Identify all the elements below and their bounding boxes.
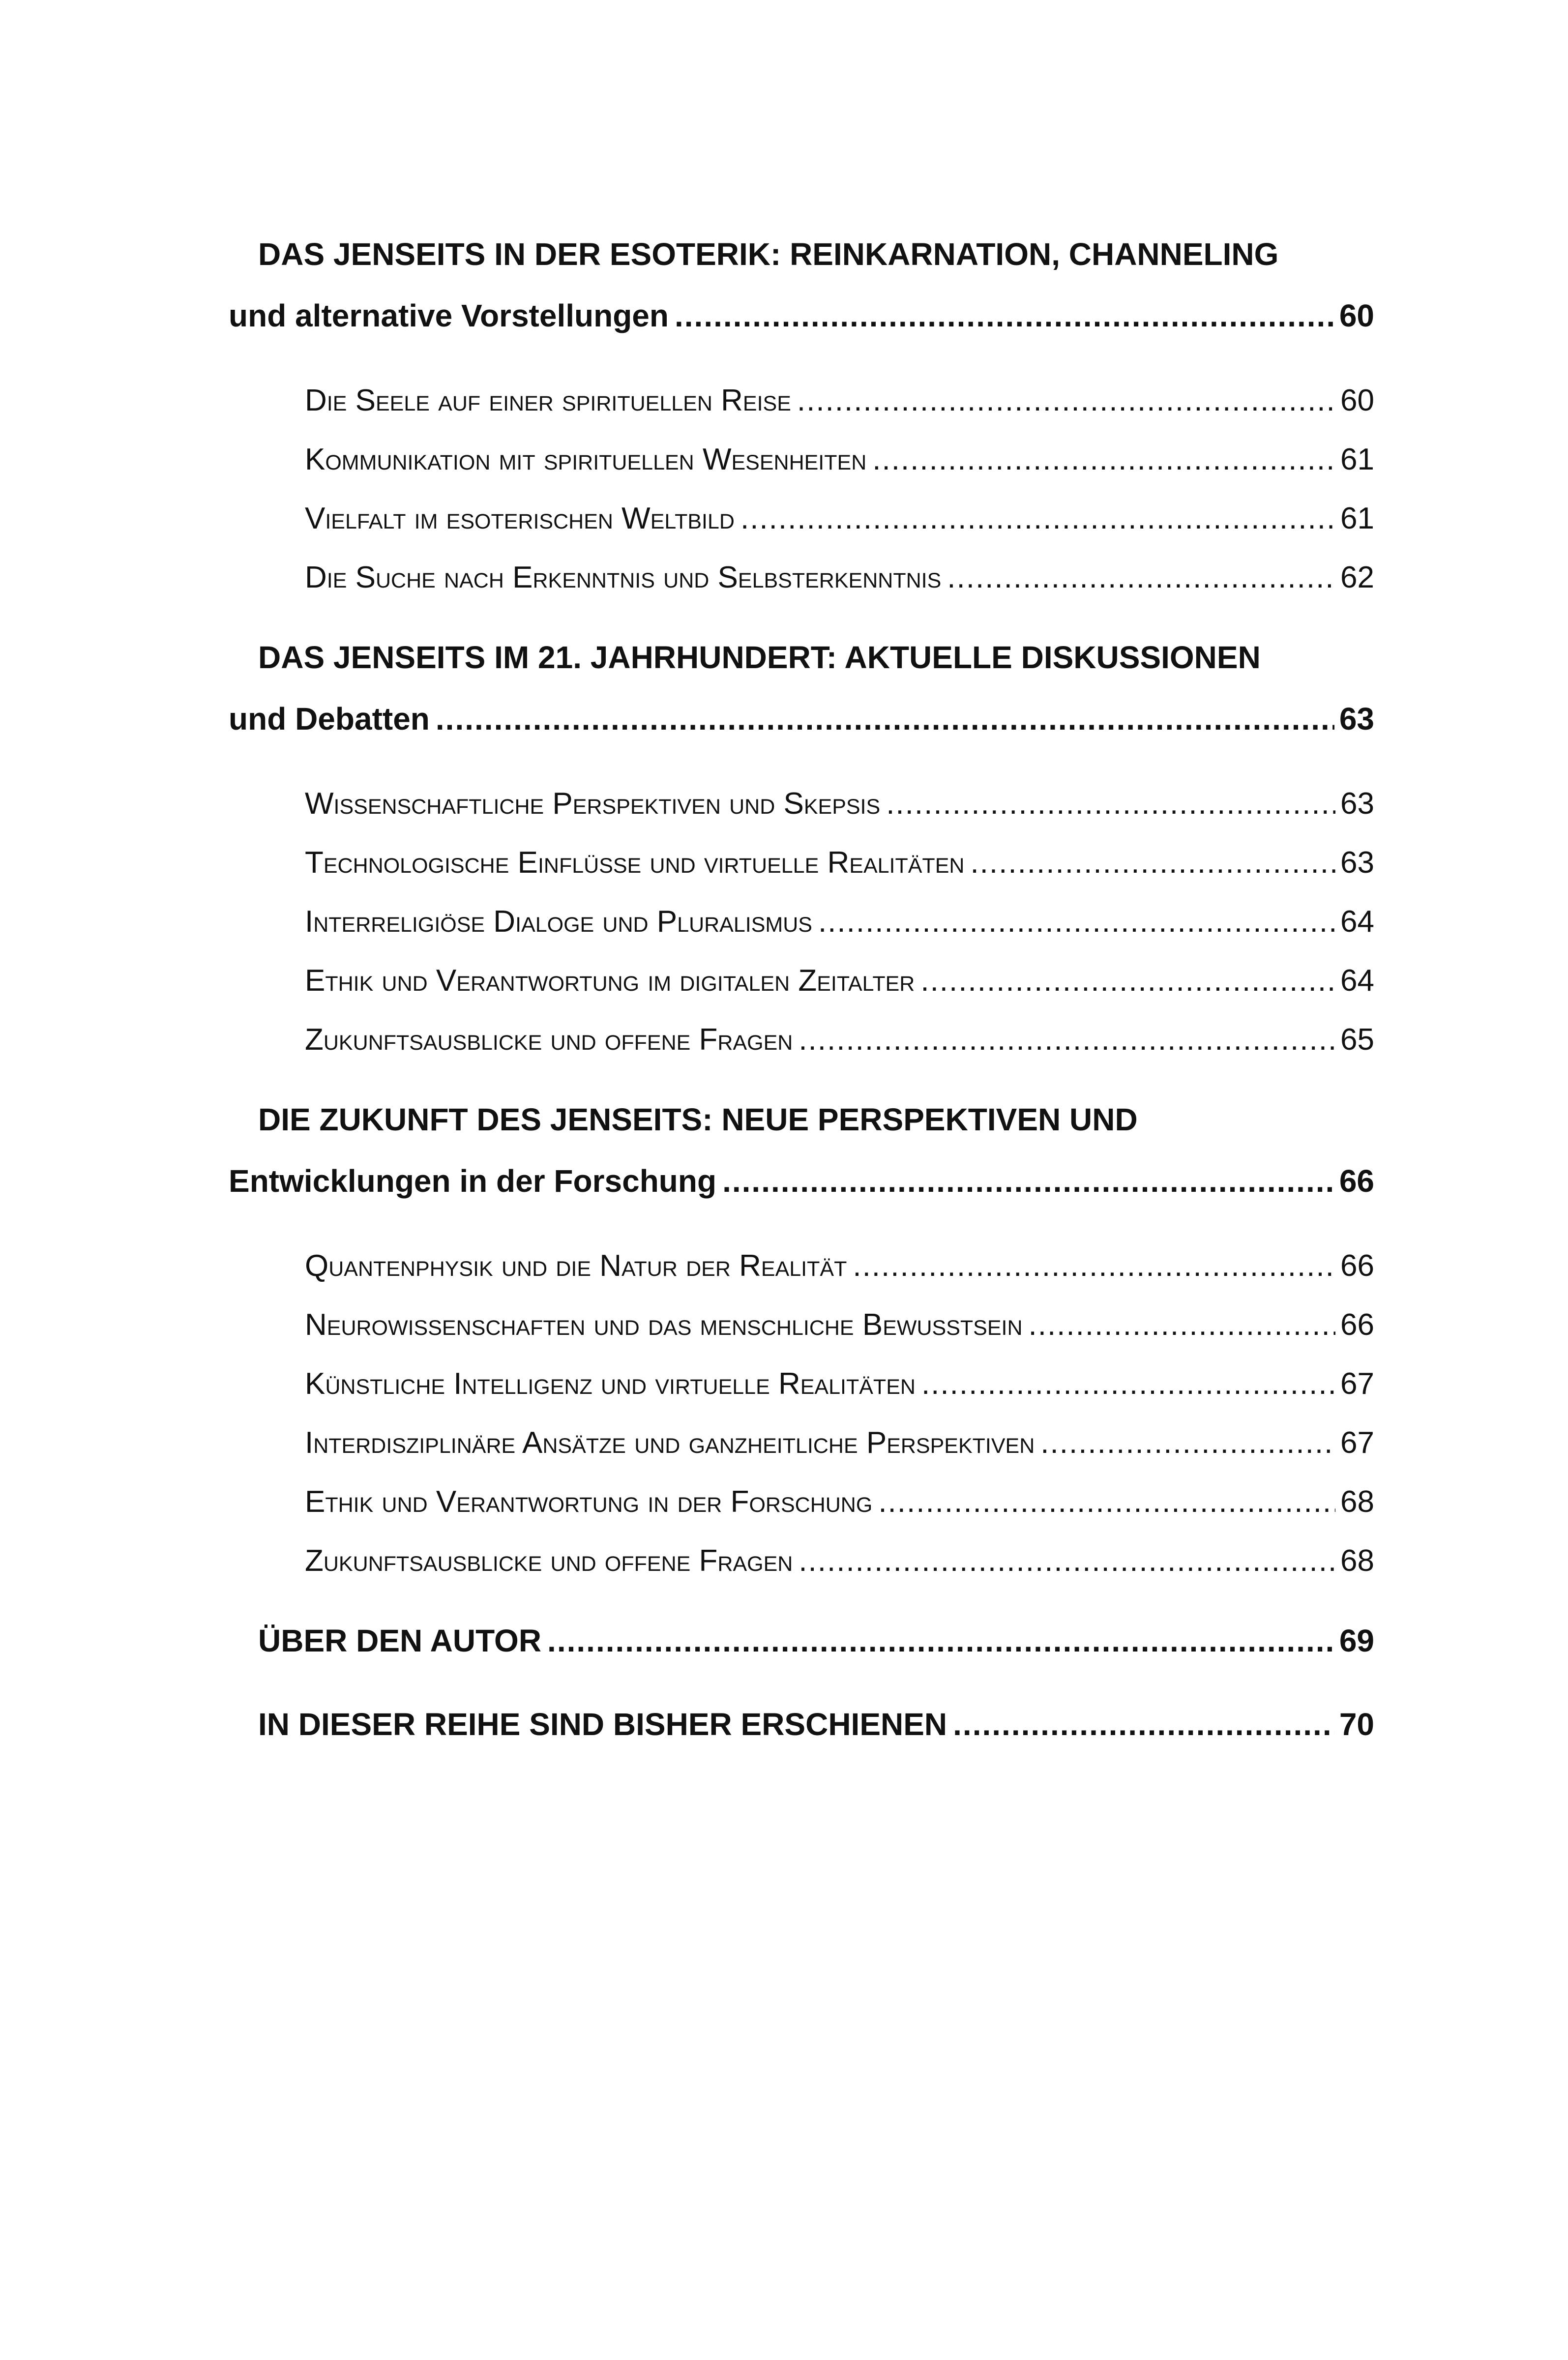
toc-section-entry[interactable]	[229, 489, 1374, 548]
toc-section-entry[interactable]	[229, 430, 1374, 489]
page-number: 69	[1339, 1623, 1374, 1658]
section-title: Technologische Einflüsse und virtuelle Realitäten	[305, 846, 965, 880]
toc-single-entry[interactable]	[229, 1610, 1374, 1672]
toc-chapter	[229, 224, 1374, 627]
dot-leader	[722, 1150, 1334, 1212]
toc-section-entry[interactable]	[229, 951, 1374, 1010]
dot-leader	[947, 548, 1335, 607]
section-title: Vielfalt im esoterischen Weltbild	[305, 502, 735, 535]
section-list	[229, 1212, 1374, 1610]
chapter-title-line: Entwicklungen in der Forschung	[229, 1163, 717, 1199]
page-number: 63	[1340, 846, 1374, 880]
page-number: 61	[1340, 442, 1374, 476]
page-number: 64	[1340, 964, 1374, 998]
section-title: Ethik und Verantwortung im digitalen Zeitalter	[305, 964, 915, 998]
chapter-title-entry[interactable]	[229, 285, 1374, 347]
spacer	[229, 1672, 1374, 1694]
page-number: 63	[1340, 787, 1374, 821]
entry-title: ÜBER DEN AUTOR	[258, 1623, 542, 1658]
page-number: 60	[1339, 298, 1374, 333]
chapter-title-line[interactable]: DAS JENSEITS IN DER ESOTERIK: REINKARNATION, CHANNELING	[258, 236, 1279, 272]
dot-leader	[953, 1694, 1334, 1755]
chapter-title-entry[interactable]	[229, 1150, 1374, 1212]
page-number: 70	[1339, 1707, 1374, 1742]
toc-section-entry[interactable]	[229, 371, 1374, 430]
toc-section-entry[interactable]	[229, 1414, 1374, 1473]
page-number: 67	[1340, 1426, 1374, 1460]
section-title: Zukunftsausblicke und offene Fragen	[305, 1023, 793, 1057]
section-title: Interreligiöse Dialoge und Pluralismus	[305, 905, 812, 939]
toc-section-entry[interactable]	[229, 1355, 1374, 1414]
page-number: 68	[1340, 1485, 1374, 1519]
page-number: 68	[1340, 1544, 1374, 1578]
dot-leader	[436, 688, 1334, 750]
section-title: Wissenschaftliche Perspektiven und Skepsis	[305, 787, 881, 821]
toc-section-entry[interactable]	[229, 1010, 1374, 1069]
dot-leader	[886, 774, 1335, 833]
dot-leader	[818, 892, 1335, 951]
section-title: Künstliche Intelligenz und virtuelle Realitäten	[305, 1367, 916, 1401]
section-list	[229, 347, 1374, 627]
page-number: 64	[1340, 905, 1374, 939]
dot-leader	[675, 285, 1334, 347]
toc-chapter	[229, 627, 1374, 1089]
dot-leader	[799, 1532, 1335, 1591]
chapter-title-entry[interactable]	[229, 688, 1374, 750]
dot-leader	[853, 1237, 1335, 1296]
page-number: 66	[1340, 1249, 1374, 1283]
dot-leader	[547, 1610, 1334, 1672]
page-number: 63	[1339, 701, 1374, 737]
section-title: Kommunikation mit spirituellen Wesenheiten	[305, 442, 867, 476]
toc-section-entry[interactable]	[229, 1296, 1374, 1355]
section-list	[229, 750, 1374, 1089]
chapter-title-line: und Debatten	[229, 701, 430, 737]
dot-leader	[920, 951, 1335, 1010]
section-title: Ethik und Verantwortung in der Forschung	[305, 1485, 873, 1519]
chapter-title-line: und alternative Vorstellungen	[229, 298, 669, 333]
dot-leader	[797, 371, 1335, 430]
page-number: 60	[1340, 384, 1374, 417]
section-title: Neurowissenschaften und das menschliche Bewusstsein	[305, 1308, 1023, 1342]
section-title: Die Suche nach Erkenntnis und Selbsterkenntnis	[305, 560, 942, 594]
entry-title: IN DIESER REIHE SIND BISHER ERSCHIENEN	[258, 1707, 947, 1742]
page-number: 66	[1340, 1308, 1374, 1342]
toc-section-entry[interactable]	[229, 833, 1374, 892]
section-title: Quantenphysik und die Natur der Realität	[305, 1249, 847, 1283]
table-of-contents	[229, 224, 1374, 1755]
page-number: 66	[1339, 1163, 1374, 1199]
page-number: 65	[1340, 1023, 1374, 1057]
dot-leader	[970, 833, 1335, 892]
section-title: Interdisziplinäre Ansätze und ganzheitliche Perspektiven	[305, 1426, 1035, 1460]
dot-leader	[1029, 1296, 1336, 1355]
toc-section-entry[interactable]	[229, 1473, 1374, 1532]
chapter-title-line[interactable]: DIE ZUKUNFT DES JENSEITS: NEUE PERSPEKTIVEN UND	[258, 1102, 1138, 1137]
toc-chapter	[229, 1089, 1374, 1610]
dot-leader	[878, 1473, 1335, 1532]
section-title: Zukunftsausblicke und offene Fragen	[305, 1544, 793, 1578]
toc-section-entry[interactable]	[229, 892, 1374, 951]
toc-section-entry[interactable]	[229, 548, 1374, 607]
dot-leader	[740, 489, 1335, 548]
page-number: 62	[1340, 560, 1374, 594]
page-number: 61	[1340, 502, 1374, 535]
chapter-title-line[interactable]: DAS JENSEITS IM 21. JAHRHUNDERT: AKTUELLE DISKUSSIONEN	[258, 640, 1261, 675]
dot-leader	[872, 430, 1335, 489]
section-title: Die Seele auf einer spirituellen Reise	[305, 384, 791, 417]
toc-section-entry[interactable]	[229, 1237, 1374, 1296]
toc-section-entry[interactable]	[229, 1532, 1374, 1591]
toc-section-entry[interactable]	[229, 774, 1374, 833]
dot-leader	[799, 1010, 1335, 1069]
dot-leader	[1040, 1414, 1335, 1473]
page-number: 67	[1340, 1367, 1374, 1401]
toc-single-entry[interactable]	[229, 1694, 1374, 1755]
dot-leader	[921, 1355, 1335, 1414]
